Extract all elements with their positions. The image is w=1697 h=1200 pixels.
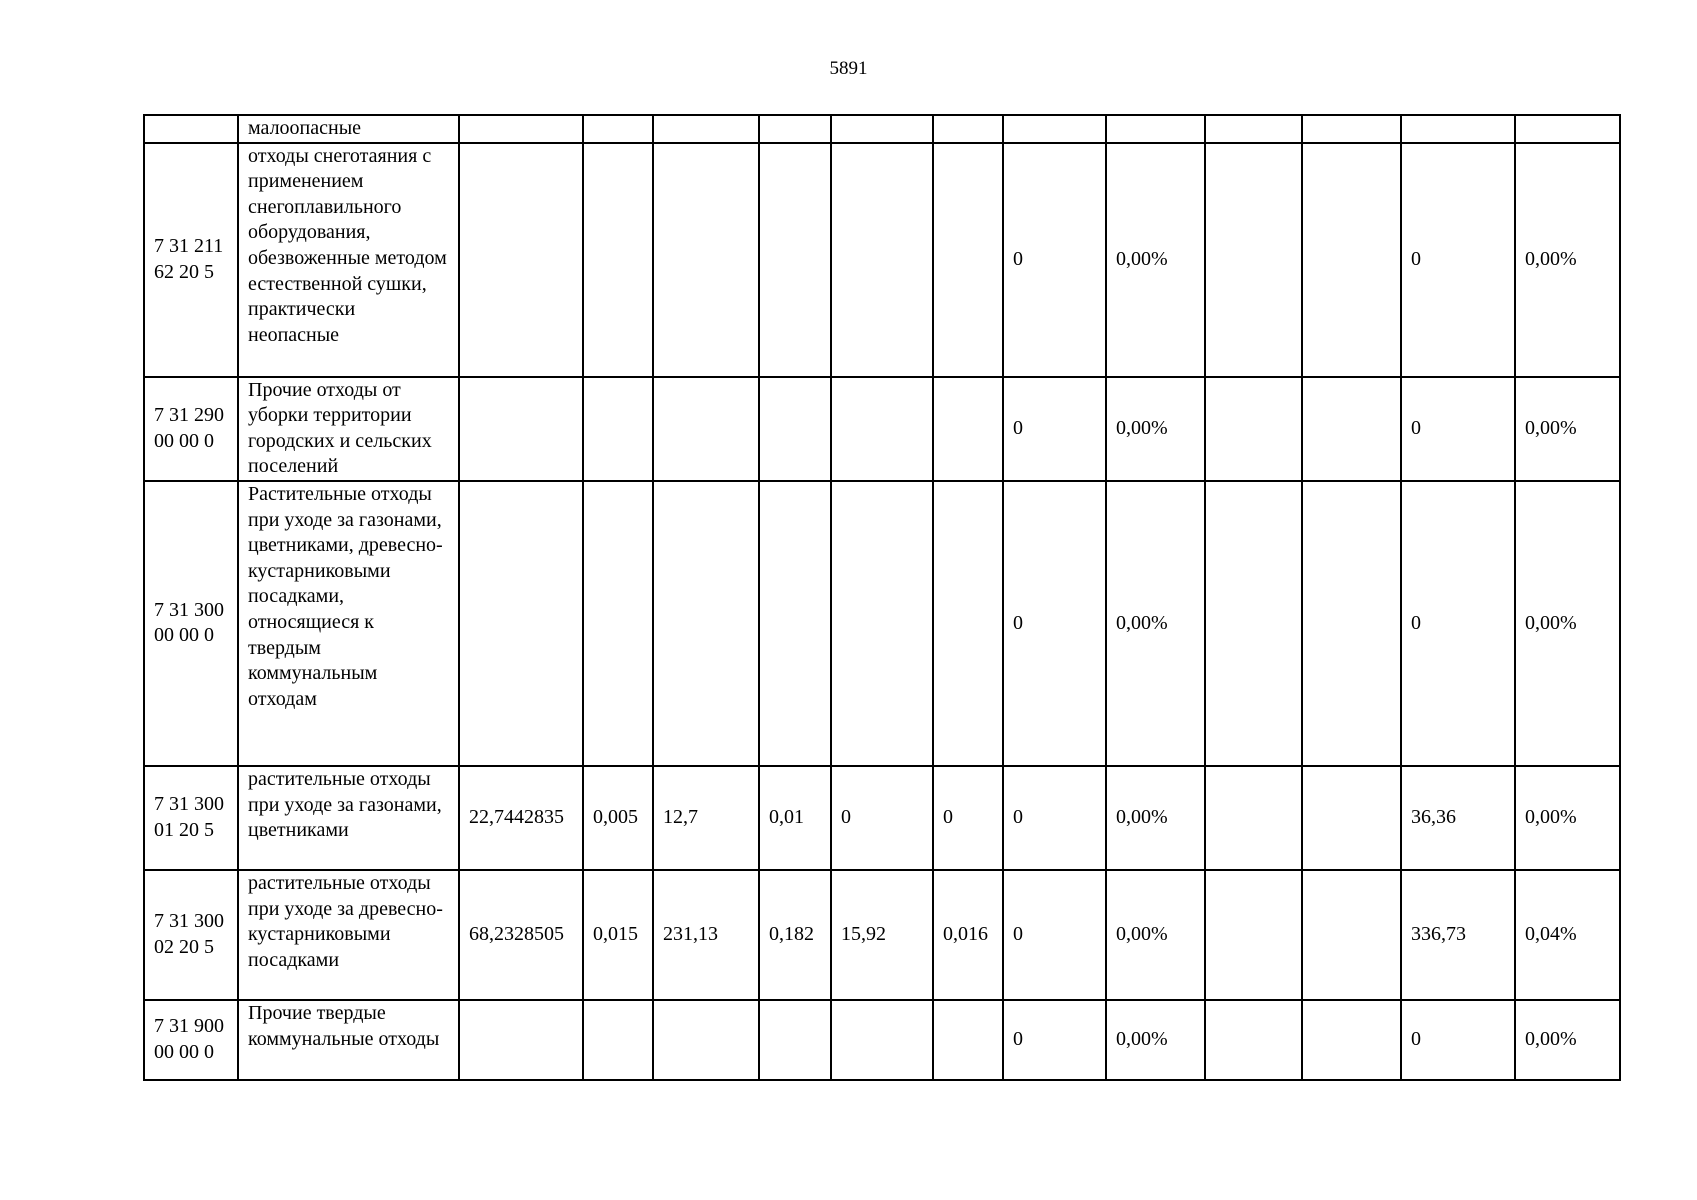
value-cell (759, 115, 831, 143)
value-cell (933, 377, 1003, 481)
value-cell: 0 (1401, 481, 1515, 766)
value-cell: 0 (1003, 870, 1106, 1000)
value-cell (1302, 377, 1401, 481)
page-number: 5891 (829, 58, 868, 79)
waste-name-cell: Прочие твердые коммунальные отходы (238, 1000, 459, 1080)
table-row (144, 115, 1620, 143)
value-cell (459, 115, 583, 143)
value-cell: 0 (1003, 377, 1106, 481)
value-cell: 0,00% (1515, 143, 1620, 377)
waste-code-cell: 7 31 900 00 00 0 (144, 1000, 238, 1080)
value-cell: 12,7 (653, 766, 759, 870)
value-cell (583, 481, 653, 766)
value-cell (1205, 870, 1302, 1000)
waste-name-cell: растительные отходы при уходе за газонами, цветниками (238, 766, 459, 870)
value-cell: 0,00% (1515, 1000, 1620, 1080)
value-cell (459, 377, 583, 481)
value-cell (653, 377, 759, 481)
value-cell (583, 143, 653, 377)
value-cell (1302, 115, 1401, 143)
value-cell: 0 (1401, 1000, 1515, 1080)
table-body (144, 115, 1620, 1080)
waste-code-cell: 7 31 300 02 20 5 (144, 870, 238, 1000)
value-cell: 0 (831, 766, 933, 870)
value-cell: 0,00% (1106, 1000, 1205, 1080)
value-cell (1205, 143, 1302, 377)
value-cell: 0 (1401, 143, 1515, 377)
table-row (144, 377, 1620, 481)
value-cell (653, 481, 759, 766)
value-cell: 0,00% (1515, 481, 1620, 766)
value-cell: 0,182 (759, 870, 831, 1000)
value-cell: 0 (1003, 481, 1106, 766)
value-cell: 0,00% (1106, 481, 1205, 766)
value-cell: 0 (933, 766, 1003, 870)
value-cell (1515, 115, 1620, 143)
value-cell (831, 377, 933, 481)
waste-code-cell: 7 31 300 01 20 5 (144, 766, 238, 870)
value-cell (459, 481, 583, 766)
value-cell (1302, 766, 1401, 870)
value-cell (1302, 143, 1401, 377)
value-cell (583, 1000, 653, 1080)
value-cell (459, 1000, 583, 1080)
value-cell (1106, 115, 1205, 143)
value-cell: 15,92 (831, 870, 933, 1000)
value-cell (933, 143, 1003, 377)
value-cell (759, 377, 831, 481)
value-cell: 336,73 (1401, 870, 1515, 1000)
table-row (144, 766, 1620, 870)
value-cell: 0,00% (1106, 870, 1205, 1000)
table-row (144, 870, 1620, 1000)
value-cell: 0,015 (583, 870, 653, 1000)
value-cell (459, 143, 583, 377)
waste-code-cell: 7 31 211 62 20 5 (144, 143, 238, 377)
value-cell (1302, 1000, 1401, 1080)
value-cell (831, 115, 933, 143)
waste-name-cell: малоопасные (238, 115, 459, 143)
waste-code-cell: 7 31 290 00 00 0 (144, 377, 238, 481)
value-cell: 0 (1003, 143, 1106, 377)
value-cell (831, 481, 933, 766)
value-cell (831, 143, 933, 377)
value-cell (759, 1000, 831, 1080)
value-cell (653, 1000, 759, 1080)
value-cell (653, 115, 759, 143)
value-cell (1205, 481, 1302, 766)
value-cell (583, 377, 653, 481)
table-row (144, 143, 1620, 377)
value-cell (933, 481, 1003, 766)
value-cell (1003, 115, 1106, 143)
value-cell (1205, 1000, 1302, 1080)
value-cell: 0 (1003, 1000, 1106, 1080)
value-cell: 0 (1401, 377, 1515, 481)
value-cell: 0 (1003, 766, 1106, 870)
value-cell (653, 143, 759, 377)
value-cell (1205, 115, 1302, 143)
value-cell: 0,00% (1106, 377, 1205, 481)
value-cell: 0,005 (583, 766, 653, 870)
value-cell: 22,7442835 (459, 766, 583, 870)
waste-table (143, 114, 1621, 1081)
waste-name-cell: отходы снеготаяния с применением снегоплавильного оборудования, обезвоженные методом естественной сушки, практически неопасные (238, 143, 459, 377)
table-row (144, 1000, 1620, 1080)
waste-name-cell: растительные отходы при уходе за древесно-кустарниковыми посадками (238, 870, 459, 1000)
value-cell: 231,13 (653, 870, 759, 1000)
value-cell: 0,00% (1515, 766, 1620, 870)
value-cell (583, 115, 653, 143)
value-cell (933, 1000, 1003, 1080)
value-cell: 0,00% (1106, 143, 1205, 377)
value-cell: 0,016 (933, 870, 1003, 1000)
waste-name-cell: Прочие отходы от уборки территории городских и сельских поселений (238, 377, 459, 481)
value-cell: 36,36 (1401, 766, 1515, 870)
value-cell (831, 1000, 933, 1080)
value-cell: 0,00% (1515, 377, 1620, 481)
value-cell (1401, 115, 1515, 143)
value-cell (759, 481, 831, 766)
value-cell (933, 115, 1003, 143)
value-cell (1302, 870, 1401, 1000)
value-cell (1205, 377, 1302, 481)
value-cell (1302, 481, 1401, 766)
waste-name-cell: Растительные отходы при уходе за газонами, цветниками, древесно-кустарниковыми посадками, относящиеся к твердым коммунальным отходам (238, 481, 459, 766)
value-cell: 68,2328505 (459, 870, 583, 1000)
value-cell: 0,00% (1106, 766, 1205, 870)
value-cell: 0,04% (1515, 870, 1620, 1000)
waste-code-cell: 7 31 300 00 00 0 (144, 481, 238, 766)
value-cell: 0,01 (759, 766, 831, 870)
value-cell (1205, 766, 1302, 870)
waste-code-cell (144, 115, 238, 143)
value-cell (759, 143, 831, 377)
table-row (144, 481, 1620, 766)
